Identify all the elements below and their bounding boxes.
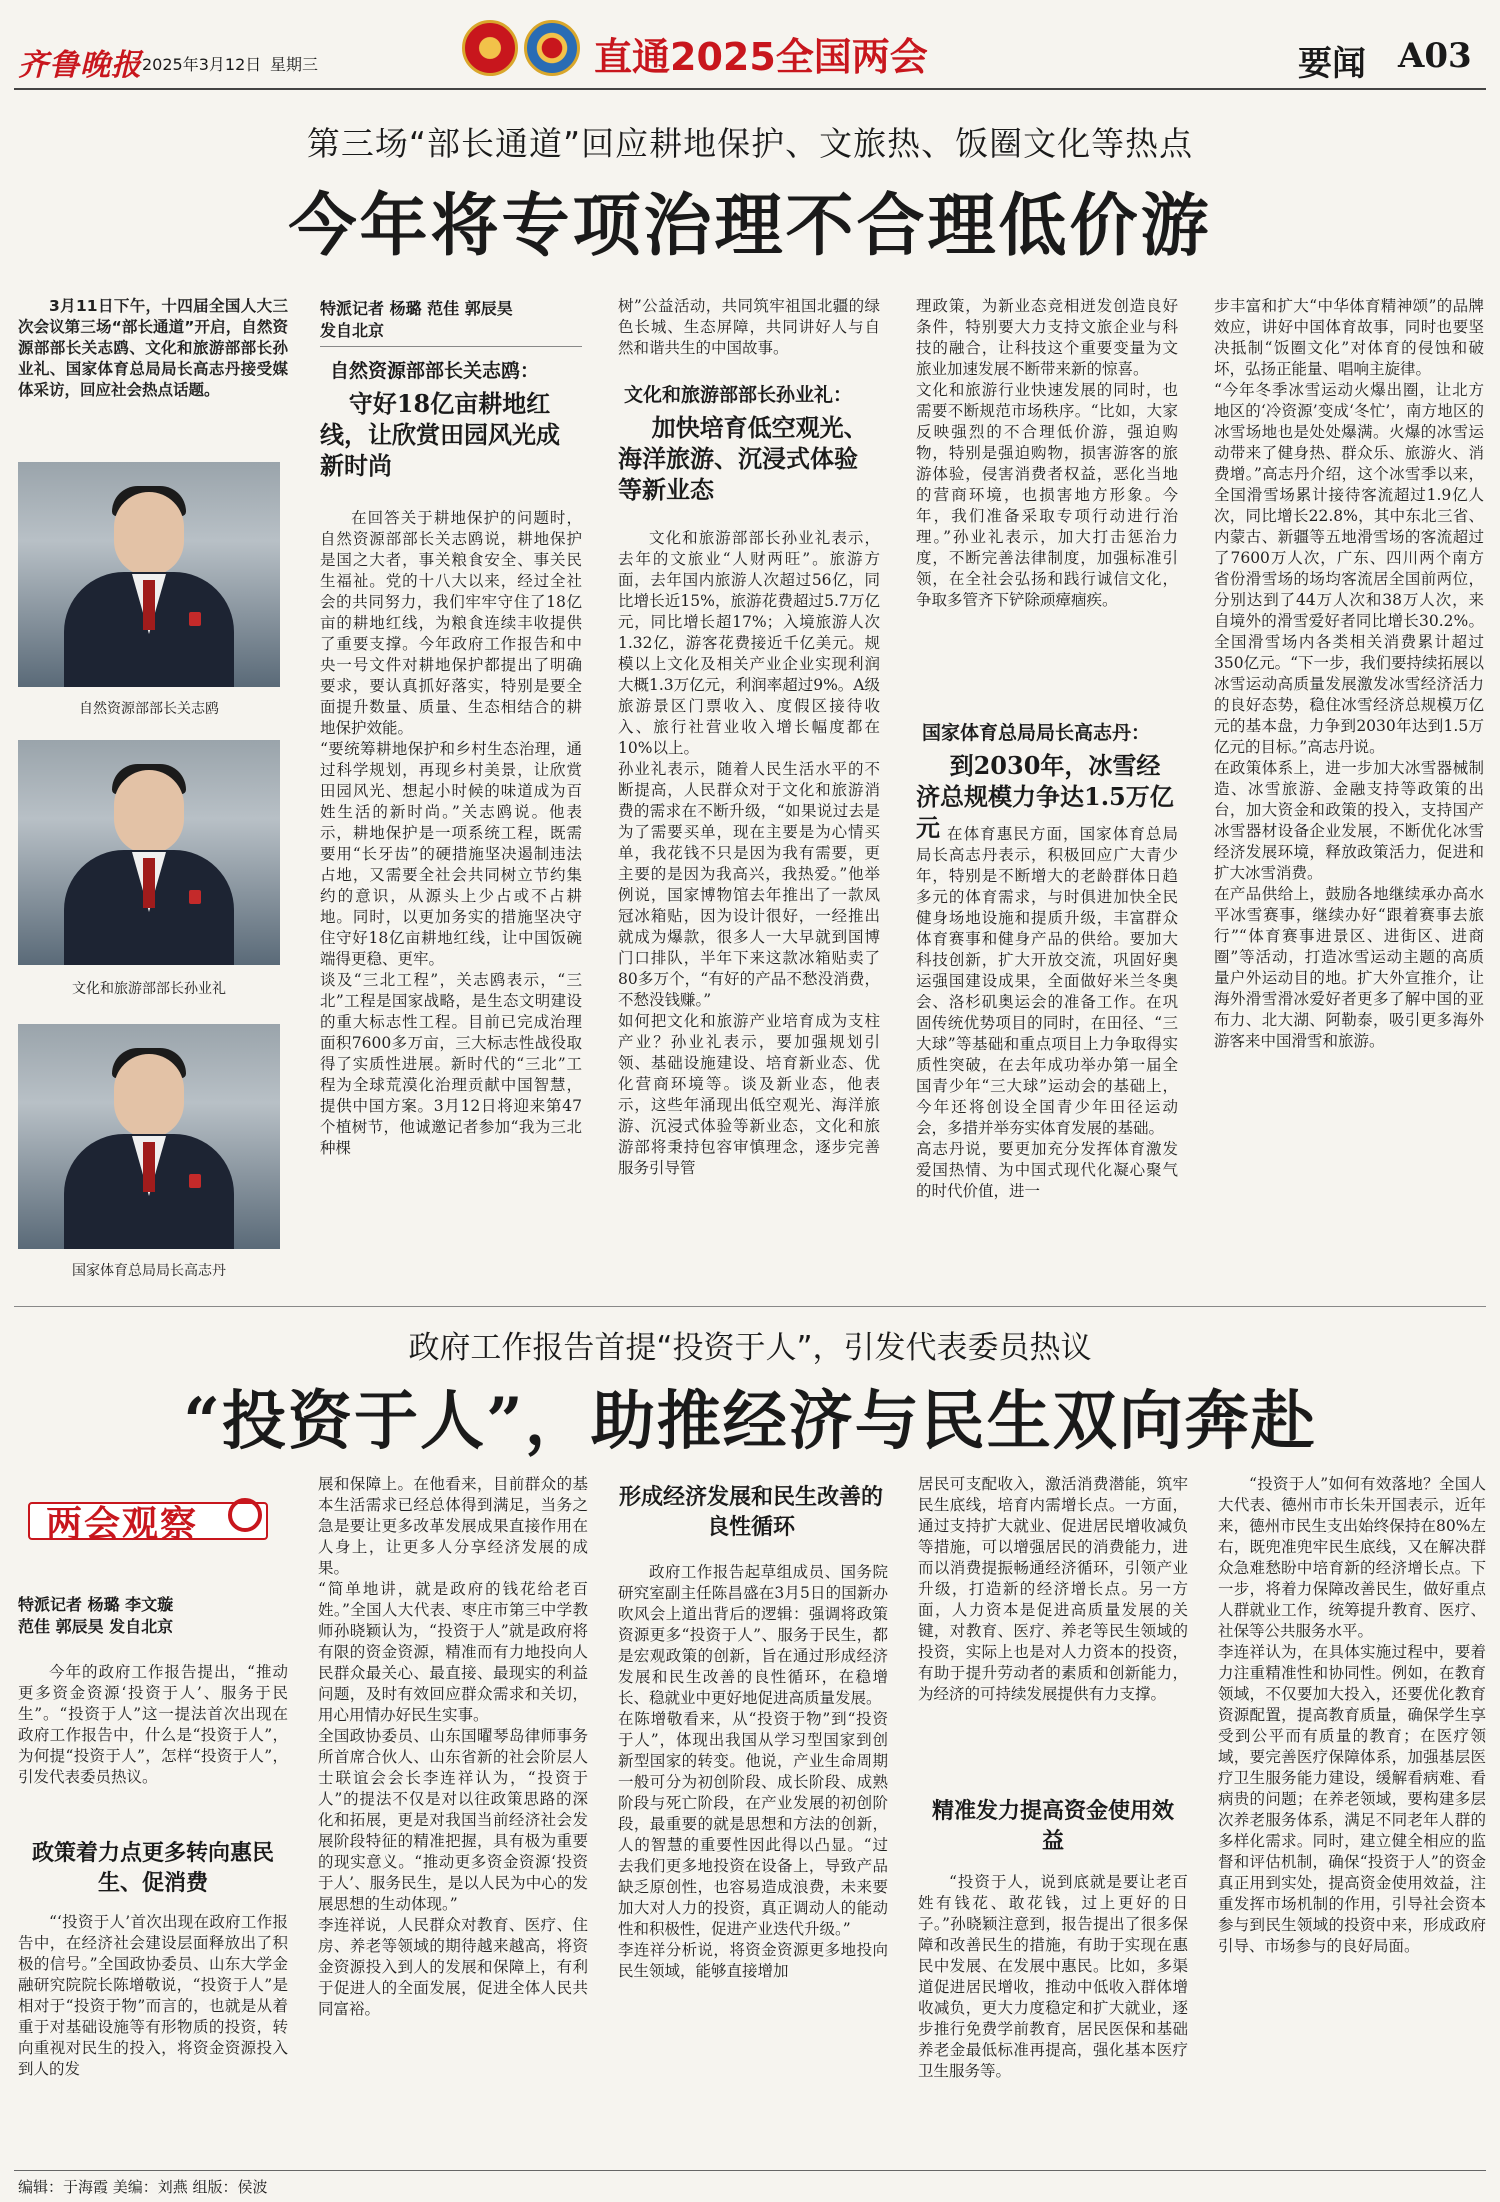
byline-rule — [320, 346, 582, 347]
s2-col3: 政府工作报告起草组成员、国务院研究室副主任陈昌盛在3月5日的国新办吹风会上道出背后的逻辑：强调将政策资源更多“投资于人”、服务于民生，都是宏观政策的创新，旨在通过形成经济发展和民生改善的良性循环，在稳增长、稳就业中更好地促进高质量发展。 在陈增敬看来，从“投资于物”到“投资于人”，体现出我国从学习型国家到创新型国家的转变。他说，产业生命周期一般可分为初创阶段、成长阶段、成熟阶段与死亡阶段，在产业发展的初创阶段，最重要的就是思想和方法的创新，人的智慧的重要性因此得以凸显。“过去我们更多地投资在设备上，导致产品缺乏原创性，也容易造成浪费，未来要加大对人力的投资，真正调动人的能动性和积极性，促进产业迭代升级。” 李连祥分析说，将资金资源更多地投向民生领域，能够直接增加 — [618, 1563, 888, 1980]
story-divider — [14, 1306, 1486, 1307]
sec2-sub: 文化和旅游部部长孙业礼： — [624, 384, 853, 406]
story1-byline: 特派记者 杨璐 范佳 郭辰昊 发自北京 — [320, 299, 513, 340]
story2-intro: 今年的政府工作报告提出，“推动更多资金资源‘投资于人’、服务于民生”。“投资于人”这一提法首次出现在政府工作报告中，什么是“投资于人”，为何提“投资于人”，怎样“投资于人”，引发代表委员热议。 — [18, 1663, 288, 1786]
col3-top: 树”公益活动，共同筑牢祖国北疆的绿色长城、生态屏障，共同讲好人与自然和谐共生的中国故事。 — [618, 297, 880, 357]
sec1-body: 在回答关于耕地保护的问题时，自然资源部部长关志鸥说，耕地保护是国之大者，事关粮食安全、事关民生福祉。党的十八大以来，经过全社会的共同努力，我们牢牢守住了18亿亩的耕地红线，为粮食连续丰收提供了重要支撑。今年政府工作报告和中央一号文件对耕地保护都提出了明确要求，要认真抓好落实，特别是要全面提升数量、质量、生态相结合的耕地保护效能。 “要统筹耕地保护和乡村生态治理，通过科学规划，再现乡村美景，让欣赏田园风光、想起小时候的味道成为百姓生活的新时尚。”关志鸥说。他表示，耕地保护是一项系统工程，既需要用“长牙齿”的硬措施坚决遏制违法占地，又需要全社会共同树立节约集约的意识，从源头上少占或不占耕地。同时，以更加务实的措施坚决守住守好18亿亩耕地红线，让中国饭碗端得更稳、更牢。 谈及“三北工程”，关志鸥表示，“三北”工程是国家战略，是生态文明建设的重大标志性工程。目前已完成治理面积7600多万亩，三大标志性战役取得了实质性进展。新时代的“三北”工程为全球荒漠化治理贡献中国智慧，提供中国方案。3月12日将迎来第47个植树节，他诚邀记者参加“我为三北种棵 — [320, 509, 582, 1157]
logo-text: 两会观察 — [46, 1503, 199, 1545]
photo-caption-1: 自然资源部部长关志鸥 — [79, 701, 219, 717]
s2-head1: 政策着力点更多转向惠民生、促消费 — [31, 1840, 274, 1896]
s2-col2: 展和保障上。在他看来，目前群众的基本生活需求已经总体得到满足，当务之急是要让更多改革发展成果直接作用在人身上，让更多人分享经济发展的成果。 “简单地讲，就是政府的钱花给老百姓。”全国人大代表、枣庄市第三中学教师孙晓颖认为，“投资于人”就是政府将有限的资金资源，精准而有力地投向人民群众最关心、最直接、最现实的利益问题，及时有效回应群众需求和关切，用心用情办好民生实事。 全国政协委员、山东国曜琴岛律师事务所首席合伙人、山东省新的社会阶层人士联谊会会长李连祥认为，“投资于人”的提法不仅是对以往政策思路的深化和拓展，更是对我国当前经济社会发展阶段特征的精准把握，具有极为重要的现实意义。“推动更多资金资源‘投资于人’、服务民生，是以人民为中心的发展思想的生动体现。” 李连祥说，人民群众对教育、医疗、住房、养老等领域的期待越来越高，将资金资源投入到人的发展和保障上，有利于促进人的全面发展，促进全体人民共同富裕。 — [318, 1475, 588, 2018]
photo-guan-zhiou — [18, 462, 280, 687]
sec2-headline: 加快培育低空观光、海洋旅游、沉浸式体验等新业态 — [618, 413, 868, 504]
s2-col4-top: 居民可支配收入，激活消费潜能，筑牢民生底线，培育内需增长点。一方面，通过支持扩大就业、促进居民增收减负等措施，可以增强居民的消费能力，进而以消费提振畅通经济循环，引领产业升级，打造新的经济增长点。另一方面，人力资本是促进高质量发展的关键，对教育、医疗、养老等民生领域的投资，实际上也是对人力资本的投资，有助于提升劳动者的素质和创新能力，为经济的可持续发展提供有力支撑。 — [918, 1475, 1188, 1703]
story2-subhead: 政府工作报告首提“投资于人”，引发代表委员热议 — [408, 1330, 1092, 1366]
lianghui-logo — [28, 1488, 278, 1552]
photo-gao-zhidan — [18, 1024, 280, 1249]
story1-subhead: 第三场“部长通道”回应耕地保护、文旅热、饭圈文化等热点 — [306, 124, 1194, 163]
s2-col1: “‘投资于人’首次出现在政府工作报告中，在经济社会建设层面释放出了积极的信号。”全国政协委员、山东大学金融研究院院长陈增敬说，“投资于人”是相对于“投资于物”而言的，也就是从着重于对基础设施等有形物质的投资，转向重视对民生的投入，将资金资源投入到人的发 — [18, 1913, 288, 2078]
photo-sun-yeli — [18, 740, 280, 965]
page-credits: 编辑：于海霞 美编：刘燕 组版：侯波 — [18, 2178, 268, 2196]
issue-weekday: 星期三 — [270, 55, 319, 74]
footer-rule — [14, 2170, 1486, 2171]
s2-head3: 精准发力提高资金使用效益 — [931, 1798, 1174, 1854]
photo-caption-3: 国家体育总局局长高志丹 — [72, 1263, 226, 1279]
col4-top: 理政策，为新业态竞相迸发创造良好条件，特别要大力支持文旅企业与科技的融合，让科技这个重要变量为文旅业加速发展不断带来新的惊喜。 文化和旅游行业快速发展的同时，也需要不断规范市场秩序。“比如，大家反映强烈的不合理低价游，强迫购物，特别是强迫购物，损害游客的旅游体验，侵害消费者权益，恶化当地的营商环境，也损害地方形象。今年，我们准备采取专项行动进行治理。”孙业礼表示，加大打击惩治力度，不断完善法律制度，加强标准引领，在全社会弘扬和践行诚信文化，争取多管齐下铲除顽瘴痼疾。 — [916, 297, 1178, 609]
story1-lead: 3月11日下午，十四届全国人大三次会议第三场“部长通道”开启，自然资源部部长关志鸥、文化和旅游部部长孙业礼、国家体育总局局长高志丹接受媒体采访，回应社会热点话题。 — [18, 297, 288, 399]
sec2-body: 文化和旅游部部长孙业礼表示，去年的文旅业“人财两旺”。旅游方面，去年国内旅游人次超过56亿，同比增长近15%，旅游花费超过5.7万亿元，同比增长超17%；入境旅游人次1.32亿，游客花费接近千亿美元。规模以上文化及相关产业企业实现利润大概1.3万亿元，利润率超过9%。A级旅游景区门票收入、度假区接待收入、旅行社营业收入增长幅度都在10%以上。 孙业礼表示，随着人民生活水平的不断提高，人民群众对于文化和旅游消费的需求在不断升级，“如果说过去是为了需要买单，现在主要是为心情买单，我花钱不只是因为我有需要，更主要的是因为我高兴，我热爱。”他举例说，国家博物馆去年推出了一款凤冠冰箱贴，因为设计很好，一经推出就成为爆款，很多人一大早就到国博门口排队，半年下来这款冰箱贴卖了80多万个，“有好的产品不愁没消费，不愁没钱赚。” 如何把文化和旅游产业培育成为支柱产业？孙业礼表示，要加强规划引领、基础设施建设、培育新业态、优化营商环境等。谈及新业态，他表示，这些年涌现出低空观光、海洋旅游、沉浸式体验等新业态，文化和旅游部将秉持包容审慎理念，逐步完善服务引导管 — [618, 529, 880, 1177]
s2-col5: “投资于人”如何有效落地？全国人大代表、德州市市长朱开国表示，近年来，德州市民生支出始终保持在80%左右，既兜准兜牢民生底线，又在解决群众急难愁盼中培育新的经济增长点。下一步，将着力保障改善民生，做好重点人群就业工作，统筹提升教育、医疗、社保等公共服务水平。 李连祥认为，在具体实施过程中，要着力注重精准性和协同性。例如，在教育领域，不仅要加大投入，还要优化教育资源配置，提高教育质量，确保学生享受到公平而有质量的教育；在医疗领域，要完善医疗保障体系，加强基层医疗卫生服务能力建设，缓解看病难、看病贵的问题；在养老领域，要构建多层次养老服务体系，满足不同老年人群的多样化需求。同时，建立健全相应的监督和评估机制，确保“投资于人”的资金真正用到实处，提高资金使用效益，注重发挥市场机制的作用，引导社会资本参与到民生领域的投资中来，形成政府引导、市场参与的良好局面。 — [1218, 1475, 1486, 1955]
col5-body: 步丰富和扩大“中华体育精神颂”的品牌效应，讲好中国体育故事，同时也要坚决抵制“饭圈文化”对体育的侵蚀和破坏，弘扬正能量、唱响主旋律。 “今年冬季冰雪运动火爆出圈，让北方地区的‘冷资源’变成‘冬忙’，南方地区的冰雪场地也是处处爆满。火爆的冰雪运动带来了健身热、群众乐、旅游火、消费增。”高志丹介绍，这个冰雪季以来，全国滑雪场累计接待客流超过1.9亿人次，同比增长22.8%，其中东北三省、内蒙古、新疆等五地滑雪场的客流超过了7600万人次，广东、四川两个南方省份滑雪场的场均客流居全国前两位，分别达到了44万人次和38万人次，来自境外的滑雪爱好者同比增长30.2%。全国滑雪场内各类相关消费累计超过350亿元。“下一步，我们要持续拓展以冰雪运动高质量发展激发冰雪经济活力的良好态势，稳住冰雪经济总规模万亿元的基本盘，力争到2030年达到1.5万亿元的目标。”高志丹说。 在政策体系上，进一步加大冰雪器械制造、冰雪旅游、金融支持等政策的出台，加大资金和政策的投入，支持国产冰雪器材设备企业发展，不断优化冰雪经济发展环境，释放政策活力，促进和扩大冰雪消费。 在产品供给上，鼓励各地继续承办高水平冰雪赛事，继续办好“跟着赛事去旅行”“体育赛事进景区、进街区、进商圈”等活动，打造冰雪运动主题的高质量户外运动目的地。扩大外宣推介，让海外滑雪滑冰爱好者更多了解中国的亚布力、北大湖、阿勒泰，吸引更多海外游客来中国滑雪和旅游。 — [1214, 297, 1484, 1050]
s2-head2: 形成经济发展和民生改善的良性循环 — [618, 1484, 883, 1540]
story1-headline: 今年将专项治理不合理低价游 — [288, 186, 1212, 266]
magnifier-icon — [228, 1498, 262, 1532]
banner-title: 直通2025全国两会 — [594, 35, 928, 79]
paper-logo: 齐鲁晚报 — [18, 48, 142, 83]
s2-col4: “投资于人，说到底就是要让老百姓有钱花、敢花钱，过上更好的日子。”孙晓颖注意到，报告提出了很多保障和改善民生的措施，有助于实现在惠民中发展、在发展中惠民。比如，多渠道促进居民增收，推动中低收入群体增收减负，更大力度稳定和扩大就业，逐步推行免费学前教育，居民医保和基础养老金最低标准再提高，强化基本医疗卫生服务等。 — [918, 1873, 1188, 2080]
sec1-sub: 自然资源部部长关志鸥： — [330, 360, 540, 382]
cppcc-emblem-icon — [524, 20, 580, 76]
national-emblem-icon — [462, 20, 518, 76]
masthead-rule — [14, 88, 1486, 90]
sec3-sub: 国家体育总局局长高志丹： — [922, 722, 1151, 744]
story2-headline: “投资于人”，助推经济与民生双向奔赴 — [183, 1384, 1317, 1459]
section-name: 要闻 — [1298, 44, 1366, 84]
sec3-body: 在体育惠民方面，国家体育总局局长高志丹表示，积极回应广大青少年，特别是不断增大的老龄群体日趋多元的体育需求，与时俱进加快全民健身场地设施和提质升级，丰富群众体育赛事和健身产品的供给。要加大科技创新，扩大开放交流，巩固好奥运强国建设成果，全面做好米兰冬奥会、洛杉矶奥运会的准备工作。在巩固传统优势项目的同时，在田径、“三大球”等基础和重点项目上力争取得实质性突破，在去年成功举办第一届全国青少年“三大球”运动会的基础上，今年还将创设全国青少年田径运动会，多措并举夯实体育发展的基础。 高志丹说，要更加充分发挥体育激发爱国热情、为中国式现代化凝心聚气的时代价值，进一 — [916, 825, 1178, 1200]
photo-caption-2: 文化和旅游部部长孙业礼 — [72, 981, 226, 997]
sec3-headline: 到2030年，冰雪经济总规模力争达1.5万亿元 — [916, 751, 1174, 842]
story2-byline: 特派记者 杨璐 李文璇 范佳 郭辰昊 发自北京 — [18, 1595, 174, 1636]
page-number: A03 — [1398, 36, 1472, 76]
masthead — [0, 0, 1500, 88]
issue-date: 2025年3月12日 — [142, 55, 262, 74]
sec1-headline: 守好18亿亩耕地红线，让欣赏田园风光成新时尚 — [320, 389, 560, 480]
